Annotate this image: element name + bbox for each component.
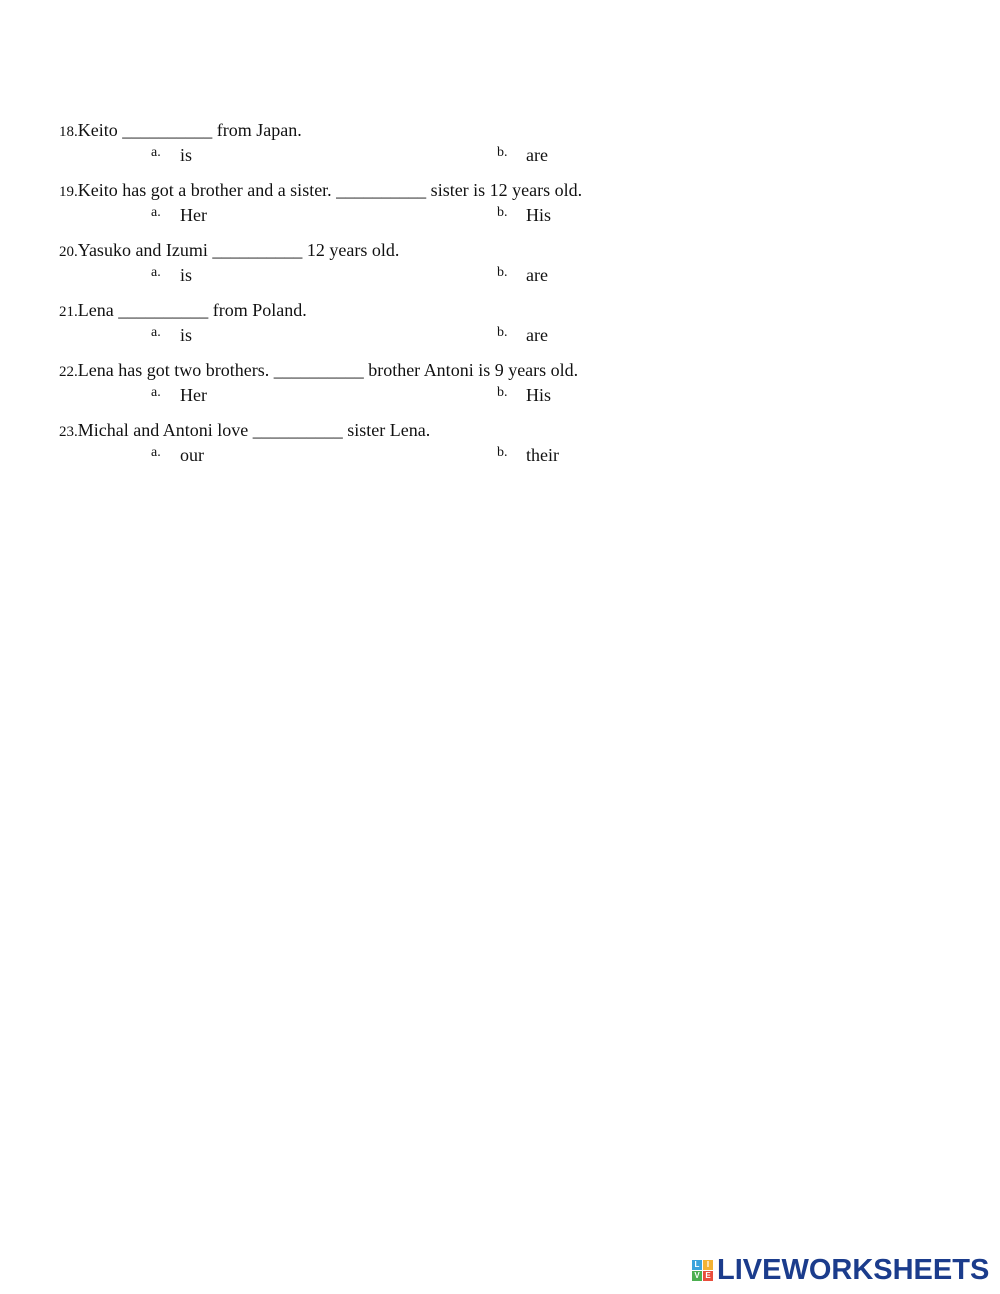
option-letter: a.: [151, 325, 161, 340]
question-number: 18.: [59, 124, 78, 140]
question-22: [59, 359, 779, 405]
option-text: Her: [180, 385, 207, 405]
logo-mark-tile: E: [703, 1271, 713, 1281]
logo-mark-tile: L: [692, 1260, 702, 1270]
question-number: 20.: [59, 244, 78, 260]
option-b[interactable]: [497, 143, 548, 165]
option-letter: a.: [151, 205, 161, 220]
question-text: Keito has got a brother and a sister. __________ sister is 12 years old.: [77, 180, 583, 200]
option-letter: a.: [151, 385, 161, 400]
question-number: 21.: [59, 304, 78, 320]
question-text-line: [59, 119, 779, 143]
question-number: 19.: [59, 184, 78, 200]
option-text: our: [180, 445, 204, 465]
question-18: [59, 119, 779, 165]
logo-mark-tile: V: [692, 1271, 702, 1281]
option-a[interactable]: [151, 143, 193, 165]
option-a[interactable]: [151, 263, 193, 285]
option-text: are: [526, 265, 548, 285]
option-letter: b.: [497, 265, 508, 280]
question-number: 22.: [59, 364, 78, 380]
question-text-line: [59, 359, 779, 383]
option-b[interactable]: [497, 263, 548, 285]
question-20: [59, 239, 779, 285]
option-letter: a.: [151, 145, 161, 160]
question-text: Lena has got two brothers. __________ brother Antoni is 9 years old.: [77, 360, 579, 380]
option-text: are: [526, 145, 548, 165]
option-letter: b.: [497, 325, 508, 340]
question-text: Keito __________ from Japan.: [77, 120, 302, 140]
question-text: Yasuko and Izumi __________ 12 years old.: [77, 240, 400, 260]
option-b[interactable]: [497, 323, 548, 345]
option-text: is: [180, 325, 193, 345]
question-text: Michal and Antoni love __________ sister Lena.: [77, 420, 431, 440]
question-text-line: [59, 299, 779, 323]
option-text: His: [526, 385, 552, 405]
option-letter: a.: [151, 265, 161, 280]
option-letter: b.: [497, 445, 508, 460]
logo-mark-tile: I: [703, 1260, 713, 1270]
question-23: [59, 419, 779, 465]
option-text: are: [526, 325, 548, 345]
logo-text: LIVEWORKSHEETS: [717, 1254, 990, 1286]
option-letter: b.: [497, 145, 508, 160]
option-text: Her: [180, 205, 207, 225]
option-b[interactable]: [497, 443, 559, 465]
option-text: is: [180, 145, 193, 165]
option-text: is: [180, 265, 193, 285]
option-b[interactable]: [497, 383, 552, 405]
liveworksheets-logo: [692, 1255, 989, 1285]
option-letter: a.: [151, 445, 161, 460]
question-number: 23.: [59, 424, 78, 440]
option-a[interactable]: [151, 383, 207, 405]
option-a[interactable]: [151, 443, 204, 465]
question-text-line: [59, 239, 779, 263]
option-letter: b.: [497, 385, 508, 400]
option-letter: b.: [497, 205, 508, 220]
option-text: their: [526, 445, 559, 465]
question-21: [59, 299, 779, 345]
option-text: His: [526, 205, 552, 225]
logo-mark-icon: [692, 1260, 713, 1281]
question-text-line: [59, 419, 779, 443]
option-a[interactable]: [151, 323, 193, 345]
question-19: [59, 179, 779, 225]
option-b[interactable]: [497, 203, 552, 225]
option-a[interactable]: [151, 203, 207, 225]
question-text-line: [59, 179, 779, 203]
question-text: Lena __________ from Poland.: [77, 300, 307, 320]
